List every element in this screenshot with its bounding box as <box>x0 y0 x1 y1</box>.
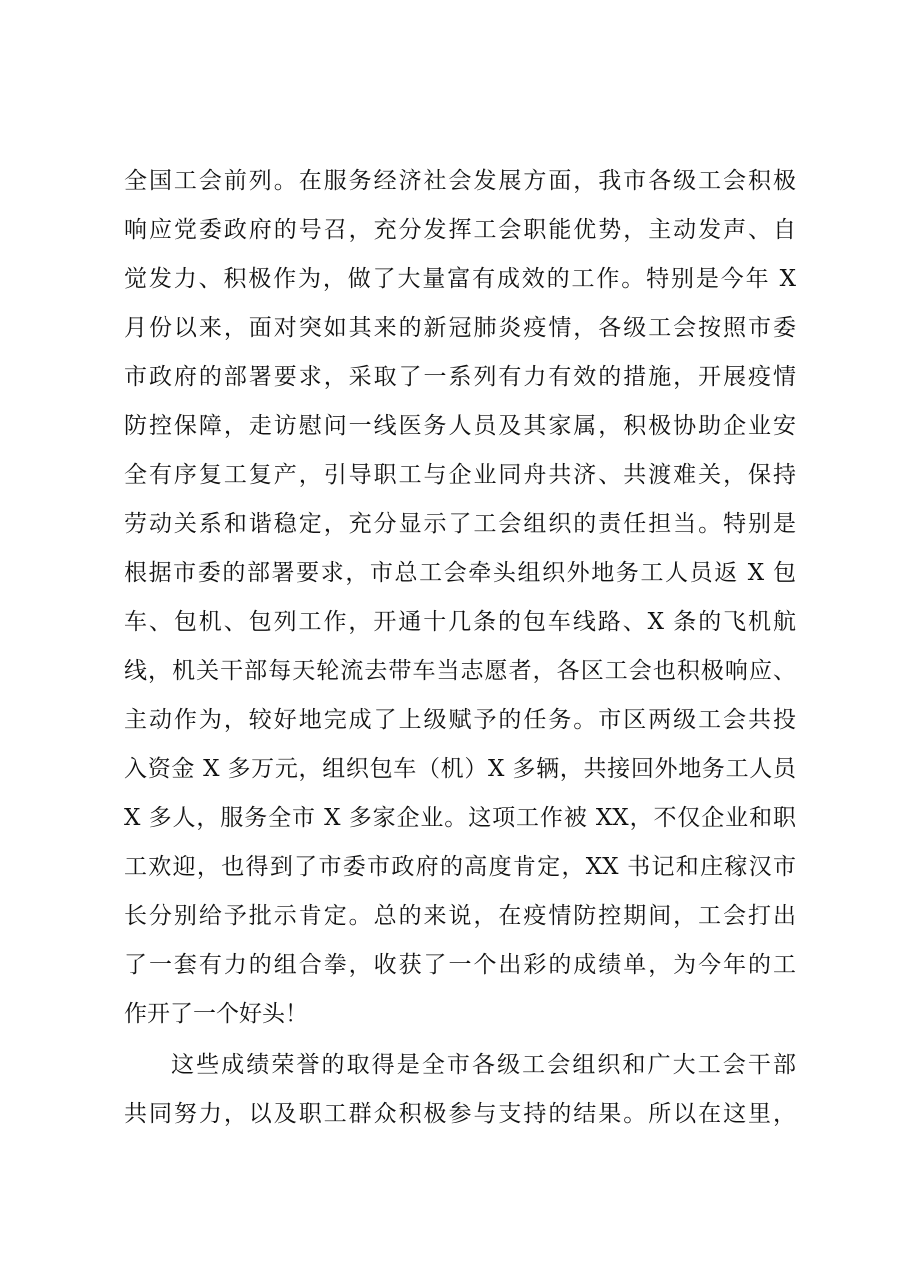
text-line: 主动作为，较好地完成了上级赋予的任务。市区两级工会共投 <box>124 707 796 733</box>
text-line: 作开了一个好头！ <box>124 1001 308 1027</box>
text-line: 车、包机、包列工作，开通十几条的包车线路、X 条的飞机航 <box>124 609 796 635</box>
text-line: 了一套有力的组合拳，收获了一个出彩的成绩单，为今年的工 <box>124 952 796 978</box>
text-line: 全国工会前列。在服务经济社会发展方面，我市各级工会积极 <box>124 168 796 194</box>
text-line: 长分别给予批示肯定。总的来说，在疫情防控期间，工会打出 <box>124 903 796 929</box>
text-line: 觉发力、积极作为，做了大量富有成效的工作。特别是今年 X <box>124 266 796 292</box>
text-line: 全有序复工复产，引导职工与企业同舟共济、共渡难关，保持 <box>124 462 796 488</box>
text-line: 这些成绩荣誉的取得是全市各级工会组织和广大工会干部 <box>171 1052 796 1078</box>
text-line: 共同努力，以及职工群众积极参与支持的结果。所以在这里， <box>124 1101 796 1127</box>
text-line: 入资金 X 多万元，组织包车（机）X 多辆，共接回外地务工人员 <box>124 756 796 782</box>
text-line: 响应党委政府的号召，充分发挥工会职能优势，主动发声、自 <box>124 217 796 243</box>
text-line: X 多人，服务全市 X 多家企业。这项工作被 XX，不仅企业和职 <box>124 805 796 831</box>
text-line: 根据市委的部署要求，市总工会牵头组织外地务工人员返 X 包 <box>124 560 796 586</box>
text-line: 市政府的部署要求，采取了一系列有力有效的措施，开展疫情 <box>124 364 796 390</box>
text-line: 防控保障，走访慰问一线医务人员及其家属，积极协助企业安 <box>124 413 796 439</box>
text-line: 月份以来，面对突如其来的新冠肺炎疫情，各级工会按照市委 <box>124 315 796 341</box>
text-line: 劳动关系和谐稳定，充分显示了工会组织的责任担当。特别是 <box>124 511 796 537</box>
text-line: 工欢迎，也得到了市委市政府的高度肯定，XX 书记和庄稼汉市 <box>124 854 796 880</box>
text-line: 线，机关干部每天轮流去带车当志愿者，各区工会也积极响应、 <box>124 658 796 684</box>
